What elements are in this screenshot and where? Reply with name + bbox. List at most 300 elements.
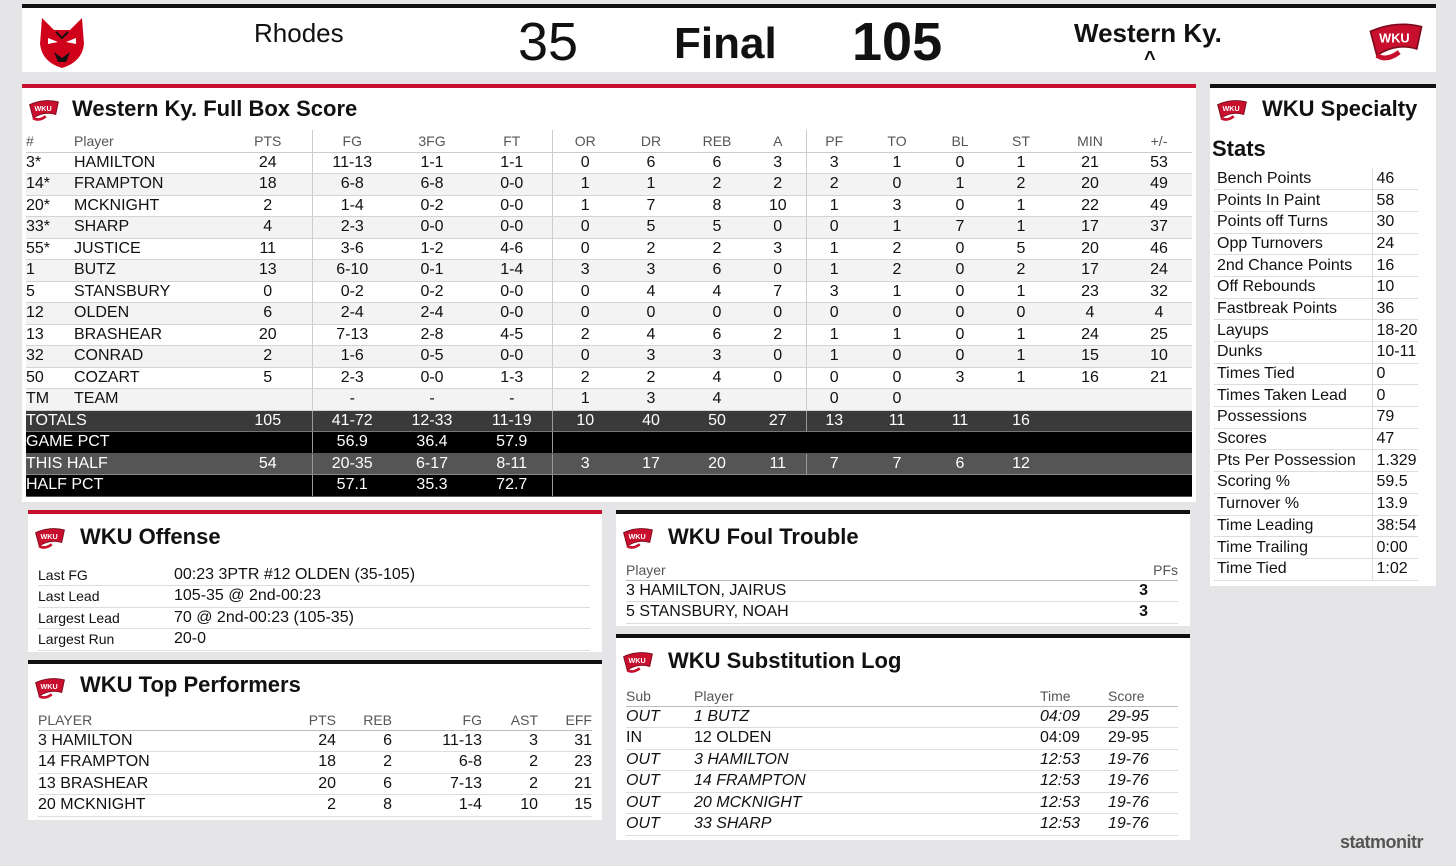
specialty-value: 58 — [1372, 190, 1418, 212]
box-cell: 20 — [224, 324, 312, 346]
box-cell: 56.9 — [312, 432, 392, 454]
box-cell: 2 — [224, 195, 312, 217]
box-game-pct-row — [26, 432, 1192, 454]
box-cell: 6-17 — [392, 453, 472, 475]
box-cell: 1 — [806, 238, 862, 260]
box-cell: 0-0 — [472, 303, 552, 325]
box-totals-row — [26, 410, 1192, 432]
specialty-row — [1214, 168, 1418, 190]
box-cell: 5 — [684, 217, 750, 239]
box-cell: 0 — [750, 367, 806, 389]
box-cell: 3-6 — [312, 238, 392, 260]
box-cell: 0 — [618, 303, 684, 325]
box-cell: HAMILTON — [74, 152, 224, 174]
box-cell: 41-72 — [312, 410, 392, 432]
fouls-table — [626, 560, 1178, 624]
specialty-row — [1214, 385, 1418, 407]
box-cell: 1-4 — [312, 195, 392, 217]
box-cell: 7 — [862, 453, 932, 475]
specialty-label: 2nd Chance Points — [1214, 255, 1372, 277]
box-cell: 11 — [932, 410, 988, 432]
offense-table — [38, 564, 590, 651]
specialty-label: Times Tied — [1214, 363, 1372, 385]
box-cell: 15 — [1054, 346, 1126, 368]
box-cell: 0 — [552, 303, 618, 325]
foul-player: 3 HAMILTON, JAIRUS — [626, 580, 1096, 602]
box-cell: 10 — [552, 410, 618, 432]
box-cell: 13 — [224, 260, 312, 282]
specialty-label: Times Taken Lead — [1214, 385, 1372, 407]
specialty-value: 18-20 — [1372, 320, 1418, 342]
box-cell — [1054, 389, 1126, 411]
box-cell: 0 — [806, 367, 862, 389]
top-performers-panel — [28, 660, 602, 820]
box-cell: 4-5 — [472, 324, 552, 346]
performer-cell: 3 HAMILTON — [38, 730, 248, 752]
box-cell: 7 — [932, 217, 988, 239]
wku-logo-icon — [620, 524, 656, 552]
specialty-value: 24 — [1372, 233, 1418, 255]
specialty-title: WKU Specialty — [1262, 96, 1418, 121]
subs-header-0: Sub — [626, 686, 694, 706]
performer-cell: 20 MCKNIGHT — [38, 795, 248, 817]
offense-row — [38, 586, 590, 608]
box-cell: 3 — [618, 389, 684, 411]
specialty-row — [1214, 255, 1418, 277]
box-cell: 11-13 — [312, 152, 392, 174]
sub-cell: 19-76 — [1108, 792, 1178, 814]
performer-cell: 10 — [482, 795, 538, 817]
box-header-1: Player — [74, 130, 224, 152]
box-cell: 2 — [988, 260, 1054, 282]
box-cell: COZART — [74, 367, 224, 389]
box-score-title: Western Ky. Full Box Score — [72, 96, 358, 121]
box-cell: 0 — [862, 174, 932, 196]
fouls-title: WKU Foul Trouble — [668, 524, 859, 549]
box-cell: 2-3 — [312, 367, 392, 389]
box-cell: 25 — [1126, 324, 1192, 346]
box-cell: 13 — [26, 324, 74, 346]
specialty-row — [1214, 276, 1418, 298]
box-cell: STANSBURY — [74, 281, 224, 303]
specialty-value: 38:54 — [1372, 515, 1418, 537]
box-cell: 50 — [684, 410, 750, 432]
box-cell: 1 — [988, 324, 1054, 346]
specialty-stats-panel — [1210, 84, 1436, 586]
specialty-row — [1214, 558, 1418, 580]
sub-cell: 19-76 — [1108, 749, 1178, 771]
specialty-label: Bench Points — [1214, 168, 1372, 190]
performer-cell: 21 — [538, 773, 592, 795]
box-cell: 4 — [618, 324, 684, 346]
box-cell: 1-3 — [472, 367, 552, 389]
box-cell — [988, 389, 1054, 411]
box-cell: 0-0 — [472, 174, 552, 196]
box-cell — [1054, 453, 1126, 475]
box-cell: 2 — [750, 174, 806, 196]
box-cell: 0 — [932, 324, 988, 346]
box-cell: 36.4 — [392, 432, 472, 454]
performers-header-2: REB — [336, 710, 392, 730]
box-cell: OLDEN — [74, 303, 224, 325]
specialty-row — [1214, 233, 1418, 255]
box-cell: BRASHEAR — [74, 324, 224, 346]
away-score: 35 — [518, 12, 579, 72]
box-cell: 3 — [552, 453, 618, 475]
box-cell: 0 — [552, 238, 618, 260]
box-cell — [1126, 410, 1192, 432]
box-cell: - — [472, 389, 552, 411]
box-header-11: TO — [862, 130, 932, 152]
home-score: 105 — [852, 12, 943, 72]
box-cell: 14* — [26, 174, 74, 196]
sub-row — [626, 728, 1178, 750]
box-cell: 55* — [26, 238, 74, 260]
box-cell: 3 — [750, 238, 806, 260]
box-cell: - — [312, 389, 392, 411]
sub-row — [626, 771, 1178, 793]
box-cell: 1-6 — [312, 346, 392, 368]
box-cell: 2 — [750, 324, 806, 346]
performer-cell: 14 FRAMPTON — [38, 752, 248, 774]
performers-header-3: FG — [392, 710, 482, 730]
performer-row — [38, 730, 592, 752]
box-cell: 1 — [988, 195, 1054, 217]
box-cell: 6-8 — [312, 174, 392, 196]
box-cell: 6 — [684, 260, 750, 282]
box-cell: 0 — [932, 260, 988, 282]
box-cell: 49 — [1126, 174, 1192, 196]
sub-row — [626, 792, 1178, 814]
specialty-row — [1214, 298, 1418, 320]
specialty-label: Scoring % — [1214, 472, 1372, 494]
performer-cell: 31 — [538, 730, 592, 752]
box-cell: 1 — [932, 174, 988, 196]
box-cell: 5 — [988, 238, 1054, 260]
wku-towel-logo-icon — [1364, 16, 1428, 66]
box-cell: 0 — [750, 303, 806, 325]
box-cell: 8 — [684, 195, 750, 217]
specialty-row — [1214, 537, 1418, 559]
sub-cell: 19-76 — [1108, 814, 1178, 836]
box-cell: 4 — [1126, 303, 1192, 325]
box-cell: 6 — [684, 152, 750, 174]
box-cell: 21 — [1054, 152, 1126, 174]
box-cell: 1-1 — [472, 152, 552, 174]
box-cell: 8-11 — [472, 453, 552, 475]
box-cell: 35.3 — [392, 475, 472, 497]
box-cell: BUTZ — [74, 260, 224, 282]
box-cell: 3 — [750, 152, 806, 174]
specialty-label: Turnover % — [1214, 493, 1372, 515]
subs-header-3: Score — [1108, 686, 1178, 706]
box-cell: 10 — [750, 195, 806, 217]
box-cell: 4-6 — [472, 238, 552, 260]
box-header-7: DR — [618, 130, 684, 152]
box-cell: 0-0 — [472, 281, 552, 303]
box-header-8: REB — [684, 130, 750, 152]
box-cell — [224, 432, 312, 454]
sub-row — [626, 706, 1178, 728]
specialty-value: 1.329 — [1372, 450, 1418, 472]
specialty-label: Opp Turnovers — [1214, 233, 1372, 255]
offense-value: 20-0 — [174, 629, 590, 651]
box-cell: - — [392, 389, 472, 411]
box-cell: 0 — [552, 152, 618, 174]
sub-cell: 12:53 — [1040, 749, 1108, 771]
foul-count: 3 — [1096, 602, 1178, 624]
box-cell: 3 — [932, 367, 988, 389]
box-cell: 11 — [862, 410, 932, 432]
box-header-2: PTS — [224, 130, 312, 152]
performer-cell: 6 — [336, 773, 392, 795]
box-cell: 6-10 — [312, 260, 392, 282]
offense-label: Last Lead — [38, 586, 174, 608]
box-cell: 13 — [806, 410, 862, 432]
box-cell: 21 — [1126, 367, 1192, 389]
box-cell: 20-35 — [312, 453, 392, 475]
box-cell: 54 — [224, 453, 312, 475]
box-cell: 2 — [684, 238, 750, 260]
offense-value: 70 @ 2nd-00:23 (105-35) — [174, 607, 590, 629]
box-cell: 0-0 — [472, 217, 552, 239]
fouls-header-1: PFs — [1096, 560, 1178, 580]
specialty-label: Pts Per Possession — [1214, 450, 1372, 472]
box-cell: 3 — [618, 260, 684, 282]
box-cell: 4 — [684, 367, 750, 389]
foul-trouble-panel — [616, 510, 1190, 626]
box-cell: 0-2 — [392, 281, 472, 303]
box-cell: 0 — [806, 303, 862, 325]
sub-cell: 04:09 — [1040, 706, 1108, 728]
box-row-label: THIS HALF — [26, 453, 224, 475]
box-cell: 1 — [988, 281, 1054, 303]
subs-header-1: Player — [694, 686, 1040, 706]
box-cell: 0 — [932, 152, 988, 174]
specialty-value: 47 — [1372, 428, 1418, 450]
specialty-label: Fastbreak Points — [1214, 298, 1372, 320]
box-cell: 2 — [552, 324, 618, 346]
sub-cell: 33 SHARP — [694, 814, 1040, 836]
box-cell: 12 — [26, 303, 74, 325]
box-cell: 1 — [988, 152, 1054, 174]
wku-logo-icon — [32, 524, 68, 552]
box-cell: 0 — [806, 389, 862, 411]
box-cell: 0 — [862, 303, 932, 325]
box-cell: 1-1 — [392, 152, 472, 174]
box-cell: 17 — [618, 453, 684, 475]
specialty-row — [1214, 363, 1418, 385]
fouls-header-0: Player — [626, 560, 1096, 580]
sub-cell: OUT — [626, 706, 694, 728]
specialty-label: Off Rebounds — [1214, 276, 1372, 298]
box-cell: 0-2 — [312, 281, 392, 303]
box-cell: 5 — [224, 367, 312, 389]
sub-cell: 29-95 — [1108, 706, 1178, 728]
box-cell: 33* — [26, 217, 74, 239]
box-row-label: TOTALS — [26, 410, 224, 432]
box-cell: 2 — [684, 174, 750, 196]
box-cell: 22 — [1054, 195, 1126, 217]
box-cell: 2 — [618, 367, 684, 389]
performer-row — [38, 795, 592, 817]
box-cell: TEAM — [74, 389, 224, 411]
specialty-value: 79 — [1372, 407, 1418, 429]
box-player-row — [26, 238, 1192, 260]
box-half-pct-row — [26, 475, 1192, 497]
box-cell: 1 — [552, 174, 618, 196]
specialty-label: Dunks — [1214, 342, 1372, 364]
box-cell: 2 — [224, 346, 312, 368]
box-cell: 2 — [806, 174, 862, 196]
box-cell: 2 — [862, 260, 932, 282]
box-cell: 0 — [862, 346, 932, 368]
box-player-row — [26, 367, 1192, 389]
performers-table — [38, 710, 592, 817]
specialty-value: 10 — [1372, 276, 1418, 298]
sub-cell: 20 MCKNIGHT — [694, 792, 1040, 814]
box-cell: 0 — [932, 303, 988, 325]
box-cell: 2-4 — [392, 303, 472, 325]
performers-header-0: PLAYER — [38, 710, 248, 730]
box-cell: 24 — [1054, 324, 1126, 346]
specialty-value: 0:00 — [1372, 537, 1418, 559]
box-cell: 1 — [552, 195, 618, 217]
box-cell: 12 — [988, 453, 1054, 475]
box-cell: 1-4 — [472, 260, 552, 282]
box-cell: 57.1 — [312, 475, 392, 497]
box-cell: 11-19 — [472, 410, 552, 432]
specialty-label: Points off Turns — [1214, 211, 1372, 233]
box-this-half-row — [26, 453, 1192, 475]
sub-cell: 19-76 — [1108, 771, 1178, 793]
specialty-row — [1214, 211, 1418, 233]
box-cell: 6 — [618, 152, 684, 174]
box-cell: 3 — [618, 346, 684, 368]
box-header-13: ST — [988, 130, 1054, 152]
box-cell: 4 — [224, 217, 312, 239]
box-cell: 0 — [932, 346, 988, 368]
box-cell: 49 — [1126, 195, 1192, 217]
box-cell: JUSTICE — [74, 238, 224, 260]
sub-cell: OUT — [626, 814, 694, 836]
box-cell: 0-2 — [392, 195, 472, 217]
specialty-value: 16 — [1372, 255, 1418, 277]
box-player-row — [26, 324, 1192, 346]
sub-cell: 1 BUTZ — [694, 706, 1040, 728]
performer-cell: 18 — [248, 752, 336, 774]
box-cell: 2 — [618, 238, 684, 260]
box-cell: 0 — [750, 260, 806, 282]
offense-label: Last FG — [38, 564, 174, 586]
performer-cell: 2 — [482, 773, 538, 795]
box-cell: 40 — [618, 410, 684, 432]
specialty-row — [1214, 515, 1418, 537]
box-cell: 3 — [862, 195, 932, 217]
box-cell: 17 — [1054, 217, 1126, 239]
box-cell: 2-8 — [392, 324, 472, 346]
specialty-value: 59.5 — [1372, 472, 1418, 494]
box-cell: 0 — [862, 367, 932, 389]
box-cell: 20 — [1054, 238, 1126, 260]
box-cell: 2-3 — [312, 217, 392, 239]
performer-cell: 1-4 — [392, 795, 482, 817]
sub-cell: 04:09 — [1040, 728, 1108, 750]
box-player-row — [26, 260, 1192, 282]
box-cell: 0 — [552, 346, 618, 368]
specialty-row — [1214, 407, 1418, 429]
box-cell: 11 — [224, 238, 312, 260]
sub-cell: 3 HAMILTON — [694, 749, 1040, 771]
foul-count: 3 — [1096, 580, 1178, 602]
subs-table — [626, 686, 1178, 836]
box-cell: 1 — [806, 260, 862, 282]
box-header-15: +/- — [1126, 130, 1192, 152]
wku-logo-icon — [32, 674, 68, 702]
sub-cell: OUT — [626, 749, 694, 771]
box-cell: 46 — [1126, 238, 1192, 260]
box-cell: 0 — [932, 281, 988, 303]
box-cell: 2 — [552, 367, 618, 389]
away-team-name: Rhodes — [254, 18, 344, 48]
box-cell: 27 — [750, 410, 806, 432]
box-header-14: MIN — [1054, 130, 1126, 152]
box-cell: 32 — [26, 346, 74, 368]
box-player-row — [26, 389, 1192, 411]
box-cell: 7 — [806, 453, 862, 475]
performer-cell: 15 — [538, 795, 592, 817]
box-filler — [552, 475, 1192, 497]
sub-cell: 14 FRAMPTON — [694, 771, 1040, 793]
box-cell — [1126, 453, 1192, 475]
performer-cell: 6 — [336, 730, 392, 752]
box-header-6: OR — [552, 130, 618, 152]
box-cell: 12-33 — [392, 410, 472, 432]
box-cell: 4 — [618, 281, 684, 303]
foul-row — [626, 602, 1178, 624]
box-cell: 3 — [552, 260, 618, 282]
box-cell: 1 — [806, 195, 862, 217]
box-header-10: PF — [806, 130, 862, 152]
performers-title: WKU Top Performers — [80, 672, 301, 697]
offense-row — [38, 564, 590, 586]
box-cell: 4 — [684, 281, 750, 303]
box-cell: 0-0 — [472, 346, 552, 368]
specialty-row — [1214, 472, 1418, 494]
box-player-row — [26, 281, 1192, 303]
bobcat-logo-icon — [36, 14, 88, 70]
box-cell: 1 — [988, 346, 1054, 368]
box-cell: 24 — [224, 152, 312, 174]
box-cell: 0 — [806, 217, 862, 239]
box-cell: 24 — [1126, 260, 1192, 282]
scoreboard — [22, 4, 1436, 72]
box-cell: 11 — [750, 453, 806, 475]
offense-value: 00:23 3PTR #12 OLDEN (35-105) — [174, 564, 590, 586]
sub-cell: 12 OLDEN — [694, 728, 1040, 750]
specialty-label: Possessions — [1214, 407, 1372, 429]
performers-header-5: EFF — [538, 710, 592, 730]
box-cell: TM — [26, 389, 74, 411]
offense-label: Largest Lead — [38, 607, 174, 629]
box-cell: 3 — [806, 281, 862, 303]
performer-cell: 8 — [336, 795, 392, 817]
box-cell: 1-2 — [392, 238, 472, 260]
game-status: Final — [674, 19, 777, 68]
box-cell: 1 — [862, 152, 932, 174]
box-cell: 4 — [684, 389, 750, 411]
box-cell: 0 — [684, 303, 750, 325]
